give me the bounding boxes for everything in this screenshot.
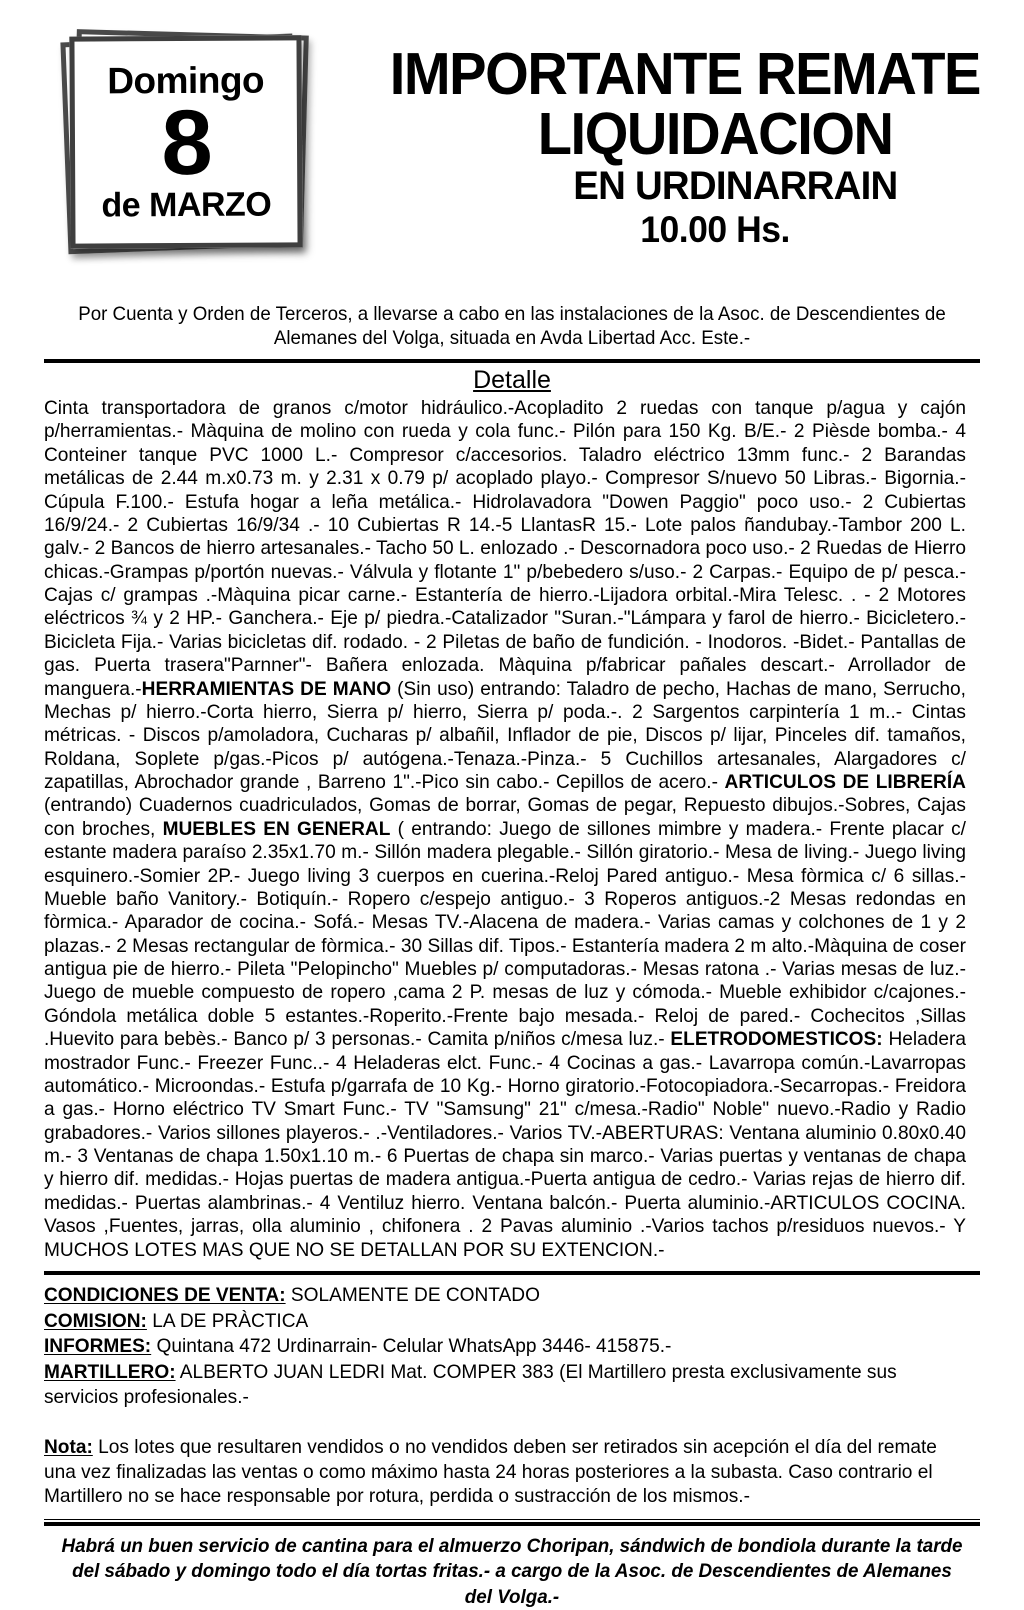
- condition-line: [44, 1360, 966, 1409]
- condition-line: [44, 1334, 966, 1359]
- detail-body: [44, 397, 966, 1262]
- detalle-heading: [44, 366, 980, 395]
- detail-text-run: ( entrando: Juego de sillones mimbre y madera.- Frente placar c/ estante madera paraíso 2.35x1.70 m.- Sillón madera plegable.- Sillón giratorio.- Mesa de living.- Juego living esquinero.-Somier 2P.- Juego living 3 cuerpos en cuerina.-Reloj Pared antiguo.- Mesa fòrmica c/ 6 sillas.- Mueble baño Vanitory.- Botiquín.- Ropero c/espejo antiguo.- 3 Roperos antiguos.-2 Mesas redondas en fòrmica.- Aparador de cocina.- Sofá.- Mesas TV.-Alacena de madera.- Varias camas y colchones de 1 y 2 plazas.- 2 Mesas rectangular de fòrmica.- 30 Sillas dif. Tipos.- Estantería madera 2 m alto.-Màquina de coser antigua pie de hierro.- Pileta "Pelopincho" Muebles p/ computadoras.- Mesas ratona .- Varias mesas de luz.- Juego de mueble compuesto de ropero ,cama 2 P. mesas de luz y cómoda.- Mueble exhibidor c/cajones.-Góndola metálica doble 5 estantes.-Roperito.-Frente bajo mesada.- Reloj de pared.- Cochecitos ,Sillas .Huevito para bebès.- Banco p/ 3 personas.- Camita p/niños c/mesa luz.-: [44, 817, 966, 1051]
- headline-block: [320, 41, 981, 250]
- detail-section-heading: HERRAMIENTAS DE MANO: [141, 677, 392, 700]
- condition-label: MARTILLERO:: [44, 1360, 176, 1383]
- detail-section-heading: ARTICULOS DE LIBRERÍA: [724, 771, 966, 794]
- condition-value: Quintana 472 Urdinarrain- Celular WhatsApp 3446- 415875.-: [151, 1335, 672, 1358]
- condition-label: CONDICIONES DE VENTA:: [44, 1283, 286, 1306]
- headline-location: EN URDINARRAIN: [573, 163, 898, 208]
- headline-line-1: IMPORTANTE REMATE: [389, 41, 981, 107]
- headline-line-2: LIQUIDACION: [537, 100, 893, 167]
- detail-text-run: (Sin uso) entrando: Taladro de pecho, Hachas de mano, Serrucho, Mechas p/ hierro.-Corta hierro, Sierra p/ hierro, Sierra p/ poda.-. 2 Sargentos carpintería 1 m..- Cintas métricas. - Discos p/amoladora, Cucharas p/ albañil, Inflador de pie, Discos p/ lijar, Pinceles dif. tamaños, Roldana, Soplete p/gas.-Picos p/ autógena.-Tenaza.-Pinza.- 5 Cuchillos artesanales, Alargadores c/ zapatillas, Abrochador grande , Barreno 1".-Pico sin cabo.- Cepillos de acero.-: [44, 677, 966, 794]
- badge-face: [69, 35, 302, 248]
- divider-conditions: [44, 1271, 980, 1275]
- detail-text-run: (entrando) Cuadernos cuadriculados, Gomas de borrar, Gomas de pegar, Repuesto dibujos.-Sobres, Cajas con broches,: [44, 794, 966, 840]
- detail-text-run: Heladera mostrador Func.- Freezer Func..- 4 Heladeras elct. Func.- 4 Cocinas a gas.- Lavarropa común.-Lavarropas automático.- Microondas.- Estufa p/garrafa de 10 Kg.- Horno giratorio.-Fotocopiadora.-Secarropas.- Freidora a gas.- Horno eléctrico TV Smart Func.- TV "Samsung" 21" c/mesa.-Radio" Noble" nuevo.-Radio y Radio grabadores.- Varios sillones playeros.- .-Ventiladores.- Varios TV.-ABERTURAS: Ventana aluminio 0.80x0.40 m.- 3 Ventanas de chapa 1.50x1.10 m.- 6 Puertas de chapa sin marco.- Varias puertas y ventanas de chapa y hierro dif. medidas.- Hojas puertas de madera antigua.-Puerta antigua de cedro.- Varias rejas de hierro dif. medidas.- Puertas alambrinas.- 4 Ventiluz hierro. Ventana balcón.- Puerta aluminio.-ARTICULOS COCINA. Vasos ,Fuentes, jarras, olla aluminio , chifonera . 2 Pavas aluminio .-Varios tachos p/residuos nuevos.- Y MUCHOS LOTES MAS QUE NO SE DETALLAN POR SU EXTENCION.-: [44, 1028, 966, 1261]
- badge-weekday: Domingo: [107, 59, 265, 102]
- detail-text-run: Cinta transportadora de granos c/motor hidráulico.-Acopladito 2 ruedas con tanque p/agua y cajón p/herramientas.- Màquina de molino con rueda y cola func.- Pilón para 150 Kg. B/E.- 2 Pièsde bomba.- 4 Conteiner tanque PVC 1000 L.- Compresor c/accesorios. Taladro eléctrico 13mm func.- 2 Barandas metálicas de 2.44 m.x0.73 m. y 2.31 x 0.79 p/ acoplado playo.- Compresor S/nuevo 50 Libras.- Bigornia.- Cúpula F.100.- Estufa hogar a leña metálica.- Hidrolavadora "Dowen Paggio" poco uso.- 2 Cubiertas 16/9/24.- 2 Cubiertas 16/9/34 .- 10 Cubiertas R 14.-5 LlantasR 15.- Lote palos ñandubay.-Tambor 200 L. galv.- 2 Bancos de hierro artesanales.- Tacho 50 L. enlozado .- Descornadora poco uso.- 2 Ruedas de Hierro chicas.-Grampas p/portón nuevas.- Válvula y flotante 1" p/bebedero s/uso.- 2 Carpas.- Equipo de p/ pesca.- Cajas c/ grampas .-Màquina picar carne.- Estantería de hierro.-Lijadora orbital.-Mira Telesc. . - 2 Motores eléctricos ¾ y 2 HP.- Ganchera.- Eje p/ piedra.-Catalizador "Suran.-"Lámpara y farol de hierro.- Bicicletero.- Bicicleta Fija.- Varias bicicletas dif. rodado. - 2 Piletas de baño de fundición. - Inodoros. -Bidet.- Pantallas de gas. Puerta trasera"Parnner"- Bañera enlozada. Màquina p/fabricar pañales descart.- Arrollador de manguera.-: [44, 397, 966, 700]
- footer-note: Habrá un buen servicio de cantina para el almuerzo Choripan, sándwich de bondiola durante la tarde del sábado y domingo todo el día tortas fritas.- a cargo de la Asoc. de Descendientes de Alemanes del Volga.-: [61, 1535, 963, 1608]
- divider-footer-thick: [44, 1522, 980, 1526]
- condition-line: [44, 1309, 966, 1334]
- subtitle-text: Por Cuenta y Orden de Terceros, a llevarse a cabo en las instalaciones de la Asoc. de Descendientes de Alemanes del Volga, situada en Avda Libertad Acc. Este.-: [78, 303, 946, 350]
- detail-section-heading: MUEBLES EN GENERAL: [162, 817, 391, 840]
- condition-label: INFORMES:: [44, 1335, 152, 1358]
- detail-section-heading: ELETRODOMESTICOS:: [670, 1028, 883, 1051]
- flyer-header: [44, 0, 980, 300]
- badge-month: de MARZO: [101, 185, 272, 225]
- divider-footer: [44, 1519, 980, 1526]
- headline-time: 10.00 Hs.: [640, 208, 790, 250]
- divider-footer-thin: [44, 1519, 980, 1520]
- divider-top: [44, 359, 980, 363]
- condition-value: LA DE PRÀCTICA: [146, 1309, 309, 1332]
- badge-day-number: 8: [161, 92, 211, 195]
- condition-line: [44, 1283, 966, 1308]
- detalle-heading-label: Detalle: [473, 366, 551, 395]
- note-block: [44, 1435, 966, 1509]
- note-text: Los lotes que resultaren vendidos o no vendidos deben ser retirados sin acepción el día del remate una vez finalizadas las ventas o como máximo hasta 24 horas posteriores a la subasta. Caso contrario el Martillero no se hace responsable por rotura, perdida o sustracción de los mismos.-: [44, 1436, 937, 1508]
- condition-label: COMISION:: [44, 1309, 147, 1332]
- date-badge: [62, 28, 314, 264]
- conditions-block: [44, 1283, 966, 1409]
- condition-value: SOLAMENTE DE CONTADO: [285, 1283, 540, 1306]
- note-label: Nota:: [44, 1436, 93, 1459]
- condition-value: ALBERTO JUAN LEDRI Mat. COMPER 383 (El Martillero presta exclusivamente sus servicios profesionales.-: [44, 1360, 897, 1408]
